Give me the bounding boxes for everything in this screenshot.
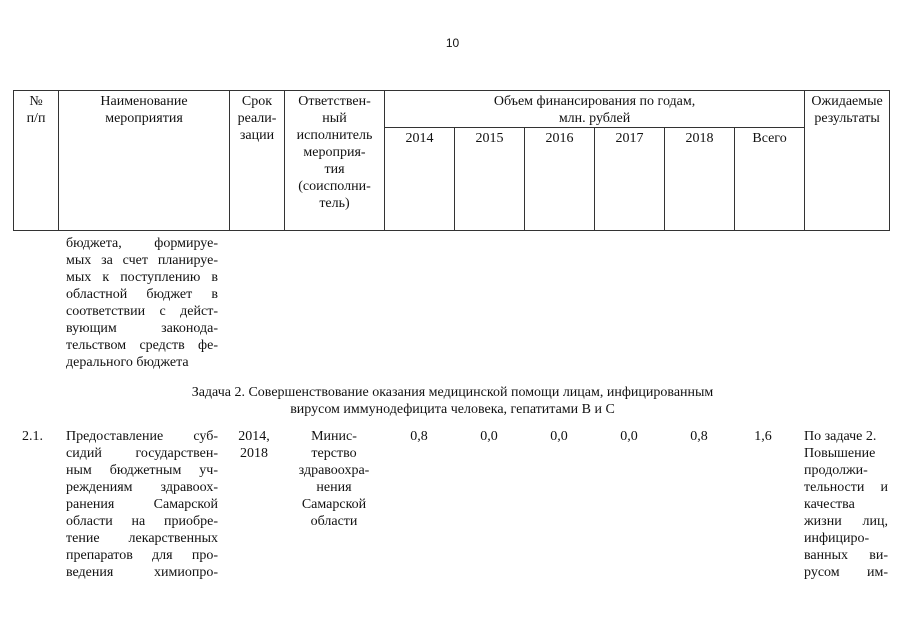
continued-text: бюджета, формируе- мых за счет планируе- мых к поступлению в областной бюджет в соответствии с дейст- вующим законода- тельством средств фе- дерального бюджета [66, 236, 218, 370]
value-2014: 0,8 [410, 429, 428, 444]
value-2015: 0,0 [480, 429, 498, 444]
header-year-2014: 2014 [385, 128, 455, 231]
term-value: 2014, 2018 [238, 429, 270, 461]
value-2017: 0,0 [620, 429, 638, 444]
header-year-2018: 2018 [665, 128, 735, 231]
header-expected-results: Ожидаемые результаты [805, 91, 890, 231]
executor-value: Минис- терство здравоохра- нения Самарской области [298, 429, 370, 529]
table-header [13, 90, 890, 231]
header-activity-name: Наименование мероприятия [59, 91, 230, 231]
header-executor: Ответствен- ный исполнитель мероприя- тия (соисполни- тель) [285, 91, 385, 231]
header-term: Срок реали- зации [230, 91, 285, 231]
task-title: Задача 2. Совершенствование оказания медицинской помощи лицам, инфицированным вирусом иммунодефицита человека, гепатитами В и С [191, 385, 714, 417]
expected-results: По задаче 2. Повышение продолжи- тельности и качества жизни лиц, инфициро- ванных ви- русом им- [804, 429, 888, 580]
row-number: 2.1. [22, 429, 43, 444]
value-2018: 0,8 [690, 429, 708, 444]
value-2016: 0,0 [550, 429, 568, 444]
header-funding: Объем финансирования по годам, млн. рублей [385, 91, 805, 128]
header-number: № п/п [14, 91, 59, 231]
page-number: 10 [445, 36, 460, 50]
header-year-2015: 2015 [455, 128, 525, 231]
header-year-2016: 2016 [525, 128, 595, 231]
value-total: 1,6 [754, 429, 772, 444]
header-year-2017: 2017 [595, 128, 665, 231]
activity-name: Предоставление суб- сидий государствен- ным бюджетным уч- реждениям здравоох- ранения Самарской области на приобре- тение лекарственных препаратов для про- ведения химиопро- [66, 429, 218, 580]
header-total: Всего [735, 128, 805, 231]
